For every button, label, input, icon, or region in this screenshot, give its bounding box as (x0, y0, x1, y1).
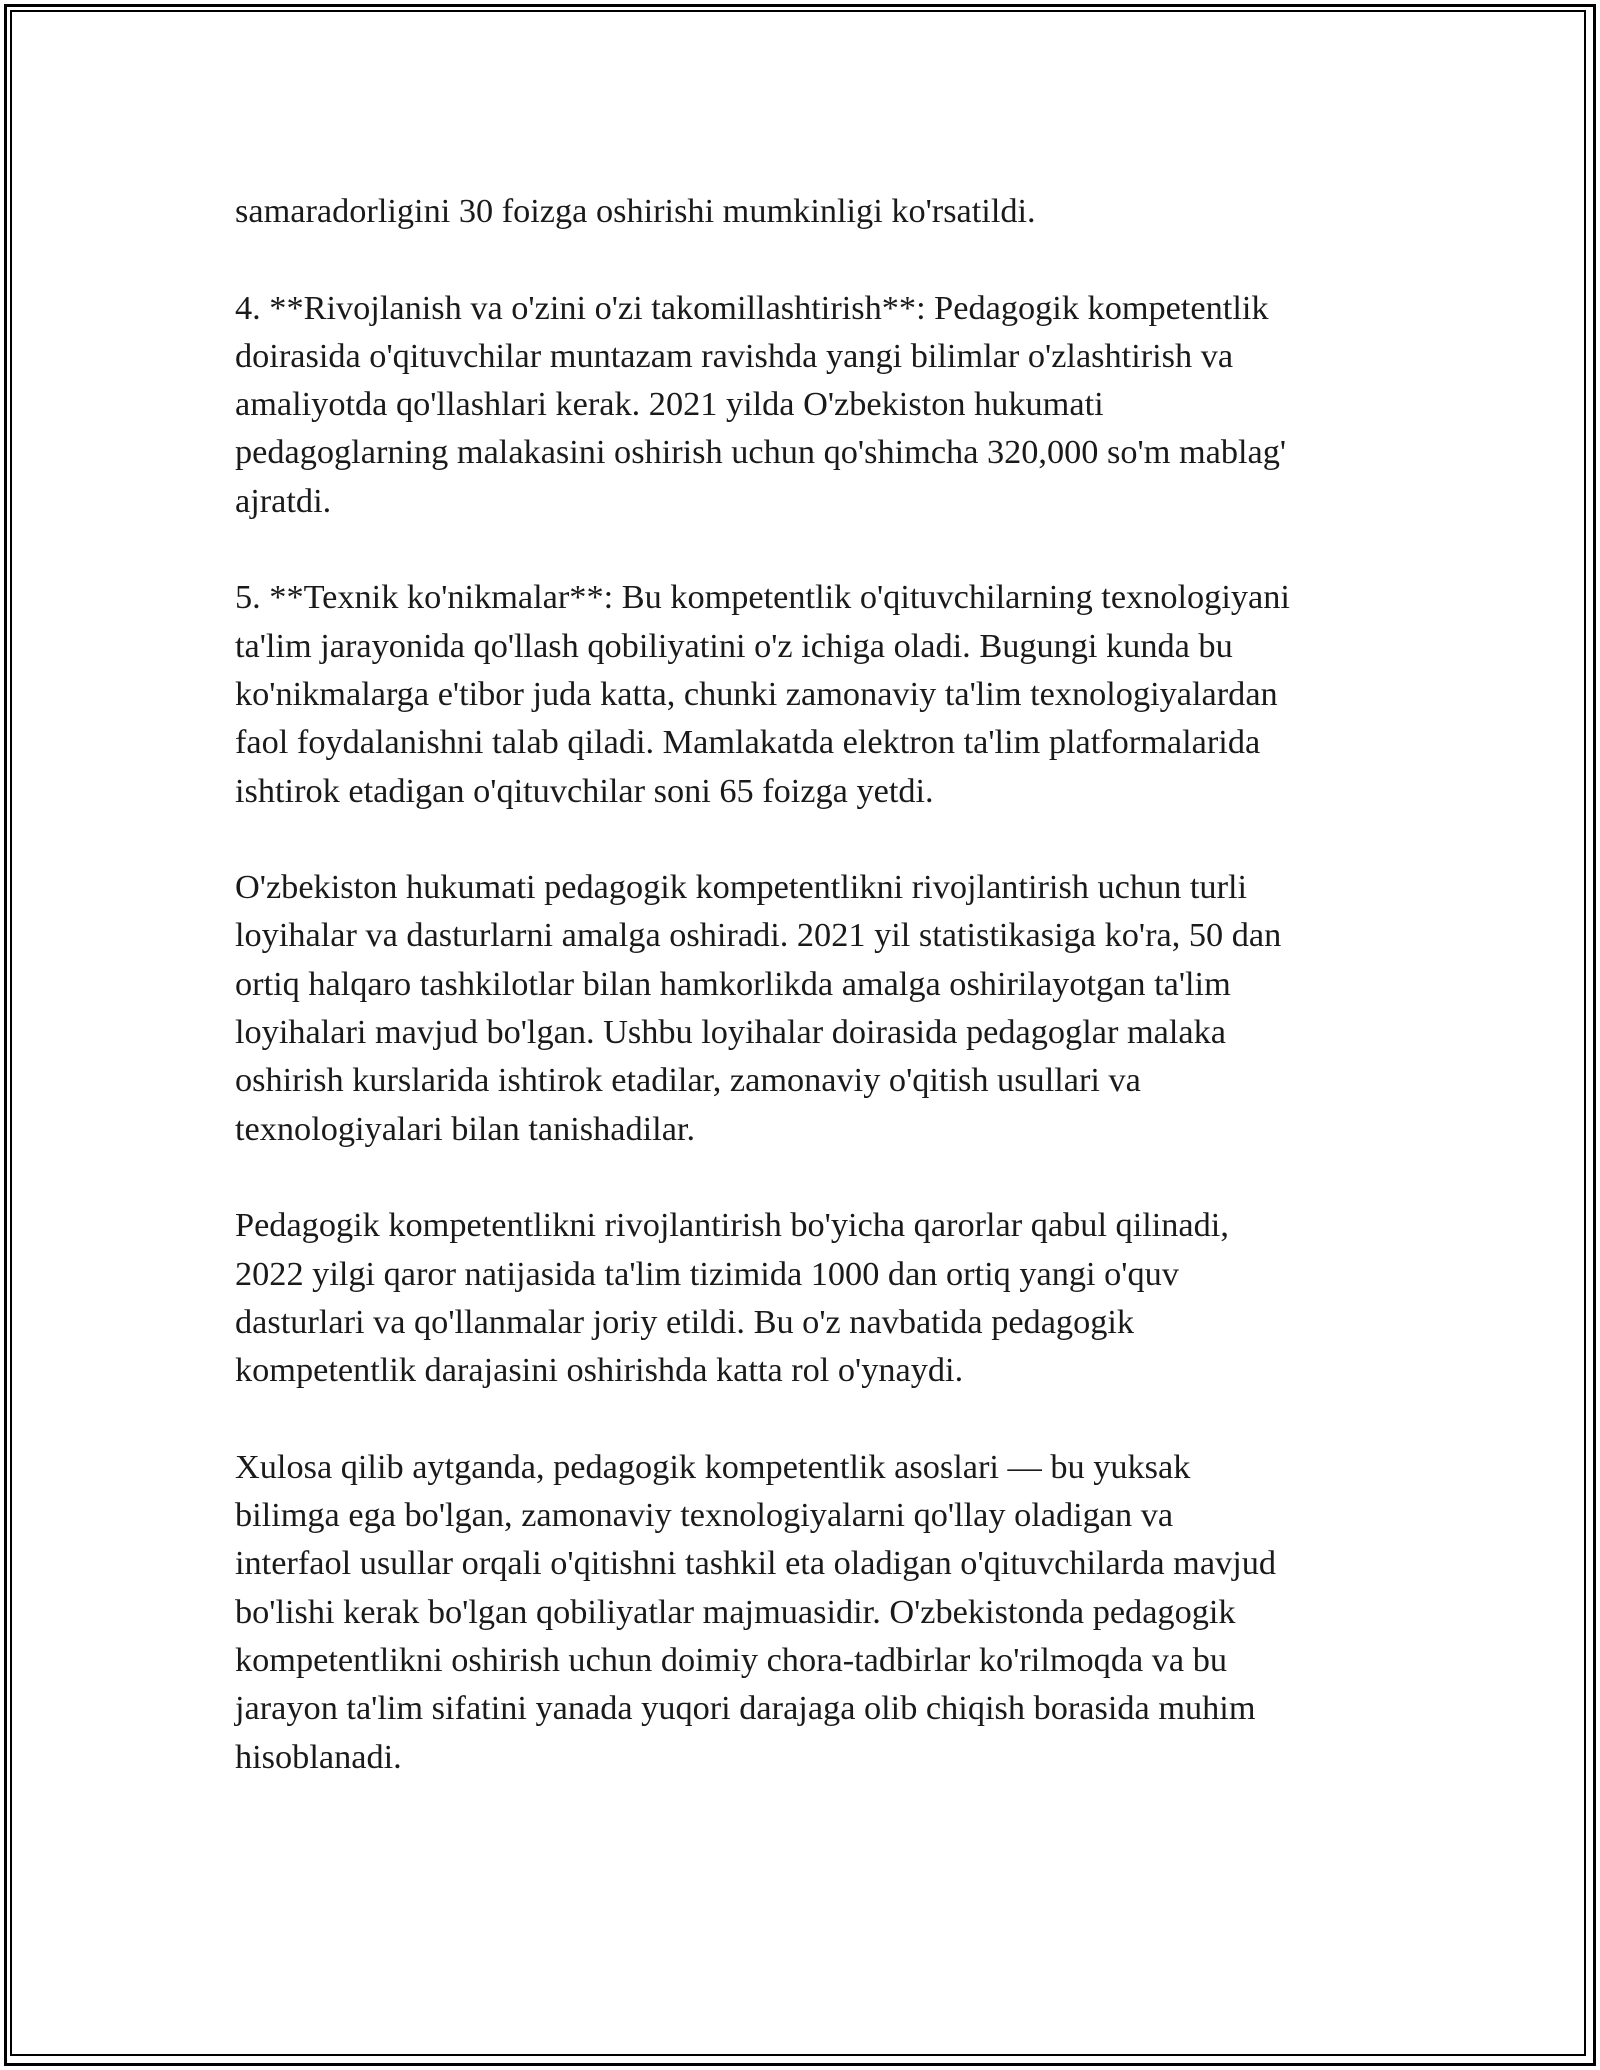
text-line: 2022 yilgi qaror natijasida ta'lim tizimida 1000 dan ortiq yangi o'quv (235, 1254, 1179, 1293)
text-line: samaradorligini 30 foizga oshirishi mumkinligi ko'rsatildi. (235, 192, 1036, 230)
text-line: ajratdi. (235, 481, 332, 520)
text-line: Xulosa qilib aytganda, pedagogik kompetentlik asoslari — bu yuksak (235, 1447, 1191, 1486)
text-line: ishtirok etadigan o'qituvchilar soni 65 foizga yetdi. (235, 771, 934, 810)
text-line: amaliyotda qo'llashlari kerak. 2021 yilda O'zbekiston hukumati (235, 385, 1104, 424)
text-line: dasturlari va qo'llanmalar joriy etildi. Bu o'z navbatida pedagogik (235, 1302, 1135, 1341)
paragraph-decisions (235, 1201, 1385, 1394)
text-line: kompetentlikni oshirish uchun doimiy chora-tadbirlar ko'rilmoqda va bu (235, 1640, 1228, 1679)
text-line: 4. **Rivojlanish va o'zini o'zi takomillashtirish**: Pedagogik kompetentlik (235, 288, 1269, 327)
text-line: pedagoglarning malakasini oshirish uchun qo'shimcha 320,000 so'm mablag' (235, 433, 1287, 472)
text-line: loyihalari mavjud bo'lgan. Ushbu loyihalar doirasida pedagoglar malaka (235, 1013, 1226, 1052)
text-line: ko'nikmalarga e'tibor juda katta, chunki zamonaviy ta'lim texnologiyalardan (235, 674, 1278, 713)
text-line: jarayon ta'lim sifatini yanada yuqori darajaga olib chiqish borasida muhim (235, 1689, 1256, 1728)
text-line: Pedagogik kompetentlikni rivojlantirish bo'yicha qarorlar qabul qilinadi, (235, 1206, 1229, 1245)
paragraph-item-5 (235, 573, 1385, 814)
text-line: faol foydalanishni talab qiladi. Mamlakatda elektron ta'lim platformalarida (235, 723, 1261, 762)
document-body (235, 187, 1385, 1829)
text-line: O'zbekiston hukumati pedagogik kompetentlikni rivojlantirish uchun turli (235, 868, 1248, 907)
text-line: 5. **Texnik ko'nikmalar**: Bu kompetentlik o'qituvchilarning texnologiyani (235, 578, 1290, 617)
text-line: bo'lishi kerak bo'lgan qobiliyatlar majmuasidir. O'zbekistonda pedagogik (235, 1592, 1236, 1631)
paragraph-conclusion (235, 1443, 1385, 1781)
text-line: interfaol usullar orqali o'qitishni tashkil eta oladigan o'qituvchilarda mavjud (235, 1544, 1277, 1583)
text-line: texnologiyalari bilan tanishadilar. (235, 1109, 696, 1148)
text-line: ta'lim jarayonida qo'llash qobiliyatini o'z ichiga oladi. Bugungi kunda bu (235, 626, 1233, 665)
text-line: hisoblanadi. (235, 1737, 402, 1776)
text-line: bilimga ega bo'lgan, zamonaviy texnologiyalarni qo'llay oladigan va (235, 1496, 1174, 1535)
text-line: loyihalar va dasturlarni amalga oshiradi. 2021 yil statistikasiga ko'ra, 50 dan (235, 916, 1282, 955)
text-line: oshirish kurslarida ishtirok etadilar, zamonaviy o'qitish usullari va (235, 1061, 1141, 1100)
text-line: doirasida o'qituvchilar muntazam ravishda yangi bilimlar o'zlashtirish va (235, 336, 1234, 375)
paragraph-item-4 (235, 284, 1385, 525)
text-line: ortiq halqaro tashkilotlar bilan hamkorlikda amalga oshirilayotgan ta'lim (235, 964, 1231, 1003)
text-line: kompetentlik darajasini oshirishda katta rol o'ynaydi. (235, 1351, 964, 1390)
paragraph-government-projects (235, 863, 1385, 1153)
paragraph-intro-continuation (235, 187, 1385, 235)
